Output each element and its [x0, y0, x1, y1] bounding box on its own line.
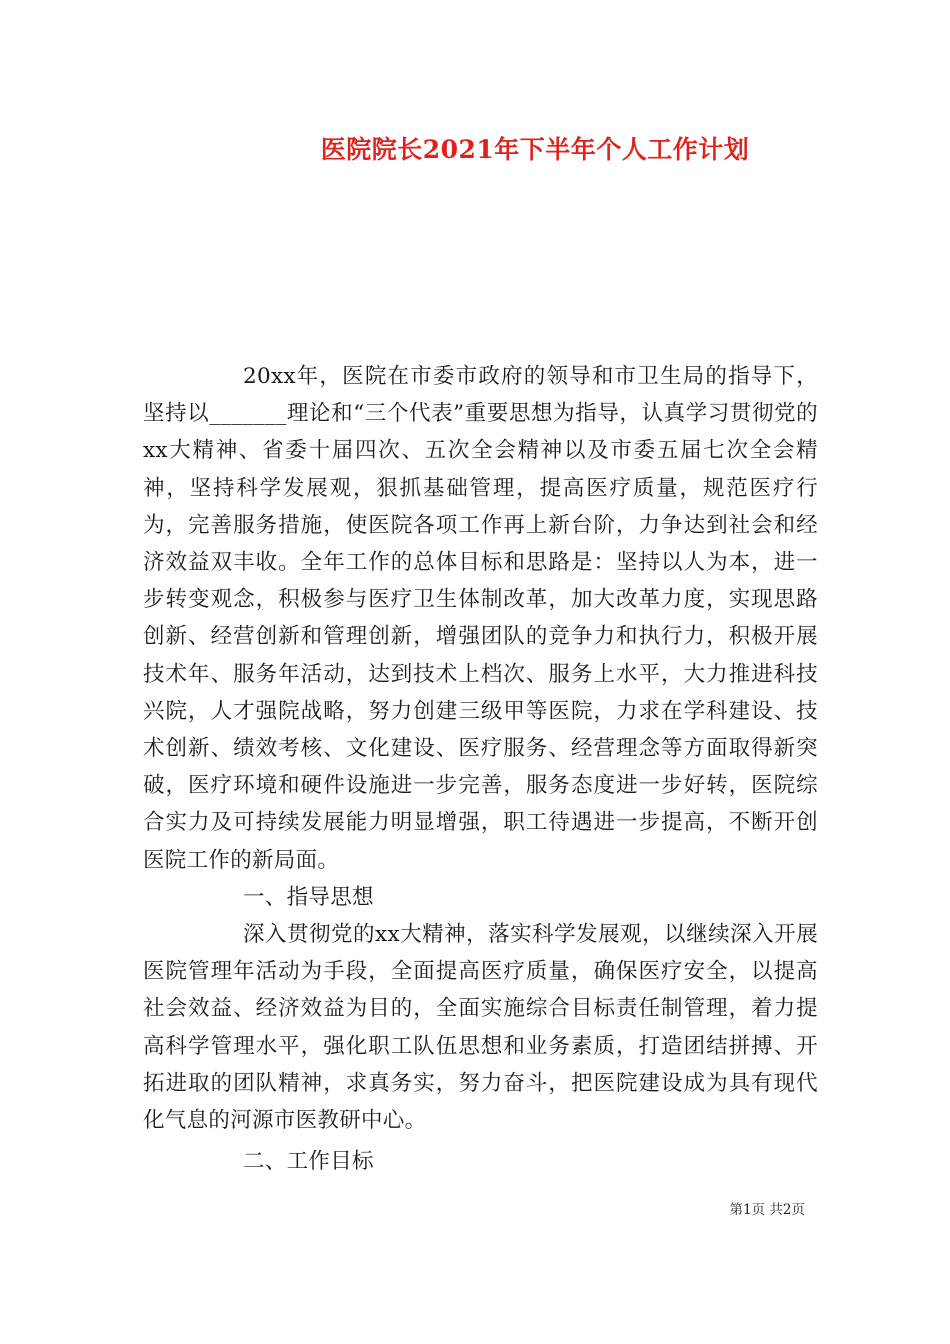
page-number-footer: 第1页 共2页	[729, 1202, 805, 1218]
section-heading-guiding-thought: 一、指导思想	[243, 884, 374, 910]
document-title: 医院院长2021年下半年个人工作计划	[320, 135, 750, 164]
document-body	[143, 358, 818, 1180]
paragraph-guiding-thought: 深入贯彻党的xx大精神，落实科学发展观，以继续深入开展医院管理年活动为手段，全面提高医疗质量，确保医疗安全，以提高社会效益、经济效益为目的，全面实施综合目标责任制管理，着力提高科学管理水平，强化职工队伍思想和业务素质，打造团结拼搏、开拓进取的团队精神，求真务实，努力奋斗，把医院建设成为具有现代化气息的河源市医教研中心。	[143, 922, 818, 1134]
paragraph-intro: 20xx年，医院在市委市政府的领导和市卫生局的指导下，坚持以_______理论和“三个代表”重要思想为指导，认真学习贯彻党的xx大精神、省委十届四次、五次全会精神以及市委五届七次全会精神，坚持科学发展观，狠抓基础管理，提高医疗质量，规范医疗行为，完善服务措施，使医院各项工作再上新台阶，力争达到社会和经济效益双丰收。全年工作的总体目标和思路是：坚持以人为本，进一步转变观念，积极参与医疗卫生体制改革，加大改革力度，实现思路创新、经营创新和管理创新，增强团队的竞争力和执行力，积极开展技术年、服务年活动，达到技术上档次、服务上水平，大力推进科技兴院，人才强院战略，努力创建三级甲等医院，力求在学科建设、技术创新、绩效考核、文化建设、医疗服务、经营理念等方面取得新突破，医疗环境和硬件设施进一步完善，服务态度进一步好转，医院综合实力及可持续发展能力明显增强，职工待遇进一步提高，不断开创医院工作的新局面。	[143, 364, 818, 873]
section-heading-work-goals: 二、工作目标	[243, 1149, 374, 1175]
